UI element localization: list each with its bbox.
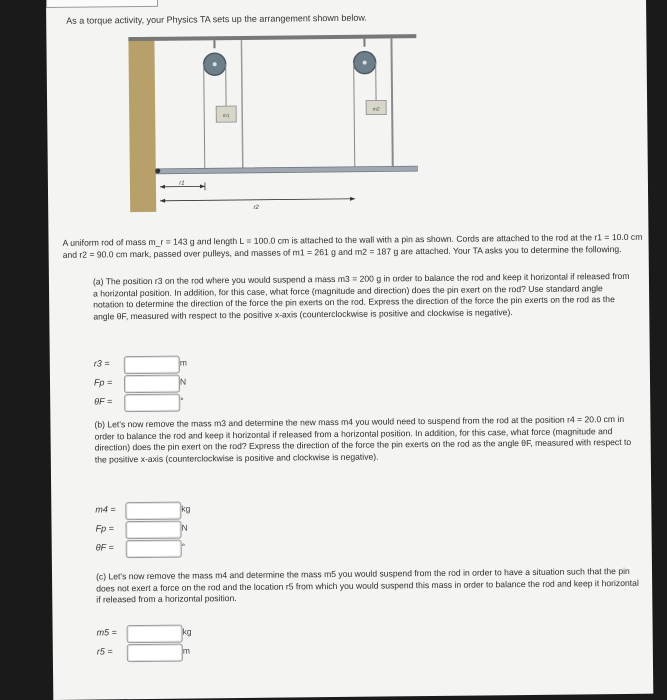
intro-text: As a torque activity, your Physics TA sets up the arrangement shown below. [66,12,367,26]
theta-b-input[interactable] [126,540,182,559]
svg-text:m1: m1 [222,113,230,120]
torque-diagram [126,32,418,215]
theta-a-input[interactable] [124,394,180,413]
top-tab [46,0,158,8]
svg-text:m2: m2 [372,106,380,113]
part-a-text: (a) The position r3 on the rod where you would suspend a mass m3 = 200 g in order to balance the rod and keep it horizontal if released from a horizontal position. In addition, for this case, what force (magnitude and direction) does the pin exert on the rod? Use standard angle notation to determine the direction of the force the pin exerts on the rod. Express the direction of the force the pin exerts on the rod as the angle θF, measured with respect to the positive x-axis (counterclockwise is positive and clockwise is negative). [92,270,630,322]
fp-b-input[interactable] [125,521,181,540]
left-post [241,40,242,169]
svg-text:r2: r2 [253,204,259,211]
mass-m2 [366,100,386,114]
mass-m1 [216,106,236,122]
r5-input[interactable] [127,644,183,663]
r3-input[interactable] [124,356,180,375]
problem-statement: A uniform rod of mass m_r = 143 g and length L = 100.0 cm is attached to the wall with a pin as shown. Cords are attached to the rod at the r1 = 10.0 cm and r2 = 90.0 cm mark, passed over pulleys, and masses of m1 = 261 g and m2 = 187 g are attached. Your TA asks you to determine the following. [62,231,643,260]
right-post [391,38,392,170]
m5-input[interactable] [127,625,183,644]
m4-input[interactable] [125,502,181,521]
part-b-text: (b) Let's now remove the mass m3 and determine the new mass m4 you would need to suspend from the rod at the position r4 = 20.0 cm in order to balance the rod and keep it horizontal if released from a horizontal position. In addition, for this case, what force (magnitude and direction) does the pin exert on the rod? Express the direction of the force the pin exerts on the rod as the angle θF, measured with respect to the positive x-axis (counterclockwise is positive and clockwise is negative). [94,413,632,465]
part-c-text: (c) Let's now remove the mass m4 and determine the mass m5 you would suspend from the rod in order to have a situation such that the pin does not exert a force on the rod and the location r5 from which you would suspend this mass in order to balance the rod and keep it horizontal if released from a horizontal position. [95,565,639,605]
svg-text:r1: r1 [179,180,185,187]
worksheet-page [46,0,653,700]
rod [156,166,418,174]
wall [128,37,156,212]
pulley-right-icon [354,52,376,74]
ceiling-bar [128,34,416,41]
fp-a-input[interactable] [124,375,180,394]
pulley-left-icon [204,53,226,75]
